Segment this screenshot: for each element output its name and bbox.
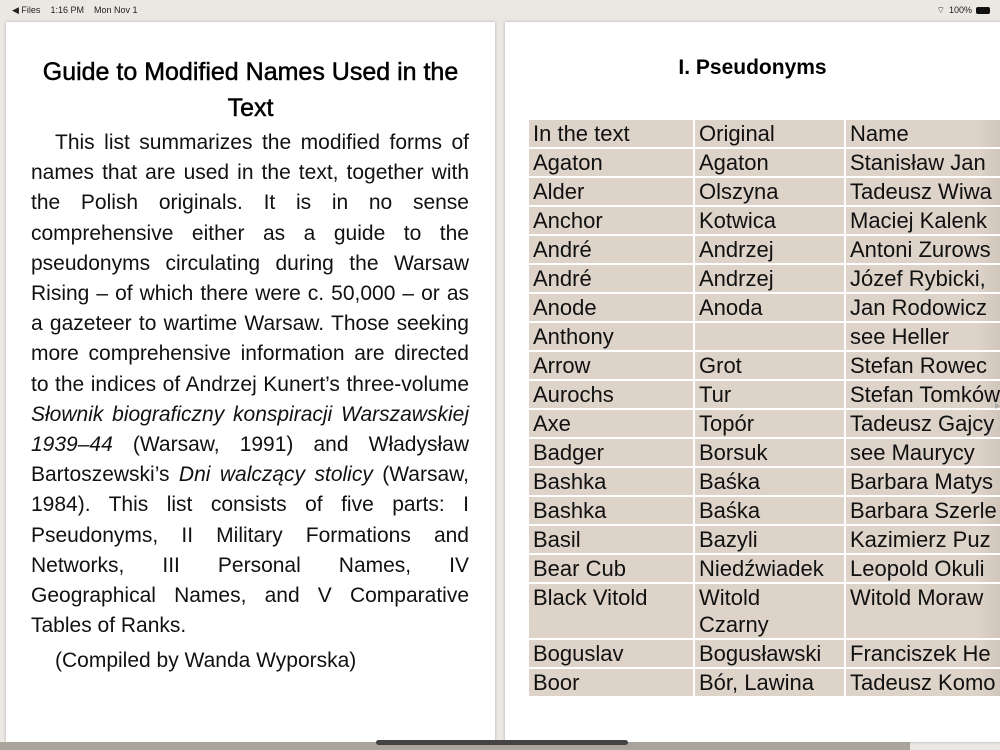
- real-name-cell: Tadeusz Wiwa: [845, 177, 1000, 206]
- original-cell: Anoda: [694, 293, 845, 322]
- text-name-cell: Boguslav: [528, 639, 694, 668]
- table-row: [528, 668, 1000, 697]
- original-cell: Original: [694, 119, 845, 148]
- table-row: [528, 496, 1000, 525]
- table-row: [528, 148, 1000, 177]
- real-name-cell: Barbara Szerle: [845, 496, 1000, 525]
- table-row: [528, 639, 1000, 668]
- table-row: [528, 206, 1000, 235]
- real-name-cell: Franciszek He: [845, 639, 1000, 668]
- text-name-cell: Agaton: [528, 148, 694, 177]
- text-name-cell: André: [528, 235, 694, 264]
- real-name-cell: Leopold Okuli: [845, 554, 1000, 583]
- original-cell: Andrzej: [694, 235, 845, 264]
- page-title: Guide to Modified Names Used in the Text: [42, 58, 459, 122]
- battery-icon: [976, 7, 990, 14]
- table-row: [528, 351, 1000, 380]
- text-name-cell: Black Vitold: [528, 583, 694, 639]
- original-cell: [694, 322, 845, 351]
- original-cell: Andrzej: [694, 264, 845, 293]
- original-cell: Bór, Lawina: [694, 668, 845, 697]
- original-cell: Topór: [694, 409, 845, 438]
- text-name-cell: Alder: [528, 177, 694, 206]
- original-cell: Borsuk: [694, 438, 845, 467]
- text-name-cell: André: [528, 264, 694, 293]
- original-cell: Witold Czarny: [694, 583, 845, 639]
- text-name-cell: Bashka: [528, 496, 694, 525]
- table-row: [528, 525, 1000, 554]
- real-name-cell: Antoni Zurows: [845, 235, 1000, 264]
- real-name-cell: Stefan Rowec: [845, 351, 1000, 380]
- text-name-cell: Anode: [528, 293, 694, 322]
- text-name-cell: Anchor: [528, 206, 694, 235]
- status-date: Mon Nov 1: [93, 5, 138, 15]
- section-title: I. Pseudonyms: [678, 56, 827, 79]
- text-name-cell: Boor: [528, 668, 694, 697]
- intro-paragraph: [6, 128, 495, 641]
- text-name-cell: Axe: [528, 409, 694, 438]
- original-cell: Niedźwiadek: [694, 554, 845, 583]
- pseudonyms-table[interactable]: [527, 118, 1000, 698]
- compiler-credit: (Compiled by Wanda Wyporska): [55, 649, 357, 673]
- status-bar: [0, 0, 1000, 20]
- real-name-cell: Tadeusz Komo: [845, 668, 1000, 697]
- original-cell: Olszyna: [694, 177, 845, 206]
- text-name-cell: Aurochs: [528, 380, 694, 409]
- real-name-cell: Stanisław Jan: [845, 148, 1000, 177]
- real-name-cell: Jan Rodowicz: [845, 293, 1000, 322]
- wifi-icon: ⌔: [936, 4, 945, 15]
- real-name-cell: Stefan Tomków: [845, 380, 1000, 409]
- right-page: [505, 22, 1000, 742]
- text-name-cell: In the text: [528, 119, 694, 148]
- original-cell: Baśka: [694, 467, 845, 496]
- scrollbar[interactable]: [376, 740, 628, 745]
- original-cell: Baśka: [694, 496, 845, 525]
- original-cell: Kotwica: [694, 206, 845, 235]
- table-row: [528, 438, 1000, 467]
- table-row: [528, 409, 1000, 438]
- original-cell: Agaton: [694, 148, 845, 177]
- table-row: [528, 264, 1000, 293]
- real-name-cell: see Maurycy: [845, 438, 1000, 467]
- left-page: [6, 22, 495, 742]
- table-row: [528, 293, 1000, 322]
- table-row: [528, 554, 1000, 583]
- real-name-cell: see Heller: [845, 322, 1000, 351]
- real-name-cell: Tadeusz Gajcy: [845, 409, 1000, 438]
- table-row: [528, 467, 1000, 496]
- intro-text: This list summarizes the modified forms of names that are used in the text, together with the Polish originals. It is in no sense comprehensive either as a guide to the pseudonyms circulating during the Warsaw Rising – of which there were c. 50,000 – or as a gazeteer to wartime Warsaw. Those seeking more comprehensive information are directed to the indices of Andrzej Kunert’s three-volume Słownik biograficzny konspiracji Warszawskiej 1939–44 (Warsaw, 1991) and Władysław Bartoszewski’s Dni walczący stolicy (Warsaw, 1984). This list consists of five parts: I Pseudonyms, II Military Formations and Networks, III Personal Names, IV Geographical Names, and V Comparative Tables of Ranks.: [31, 131, 470, 638]
- table-header-row: [528, 119, 1000, 148]
- table-row: [528, 380, 1000, 409]
- original-cell: Tur: [694, 380, 845, 409]
- real-name-cell: Józef Rybicki,: [845, 264, 1000, 293]
- battery-percent: 100%: [948, 5, 972, 15]
- table-row: [528, 235, 1000, 264]
- scroll-right-arrow-icon[interactable]: [995, 403, 1000, 409]
- table-row: [528, 177, 1000, 206]
- original-cell: Bogusławski: [694, 639, 845, 668]
- real-name-cell: Kazimierz Puz: [845, 525, 1000, 554]
- real-name-cell: Witold Moraw: [845, 583, 1000, 639]
- table-row: [528, 322, 1000, 351]
- status-time: 1:16 PM: [50, 5, 84, 15]
- text-name-cell: Arrow: [528, 351, 694, 380]
- real-name-cell: Maciej Kalenk: [845, 206, 1000, 235]
- original-cell: Grot: [694, 351, 845, 380]
- text-name-cell: Anthony: [528, 322, 694, 351]
- text-name-cell: Basil: [528, 525, 694, 554]
- real-name-cell: Barbara Matys: [845, 467, 1000, 496]
- text-name-cell: Bear Cub: [528, 554, 694, 583]
- text-name-cell: Badger: [528, 438, 694, 467]
- back-to-files-link[interactable]: ◀ Files: [12, 4, 41, 15]
- original-cell: Bazyli: [694, 525, 845, 554]
- text-name-cell: Bashka: [528, 467, 694, 496]
- table-row: [528, 583, 1000, 639]
- real-name-cell: Name: [845, 119, 1000, 148]
